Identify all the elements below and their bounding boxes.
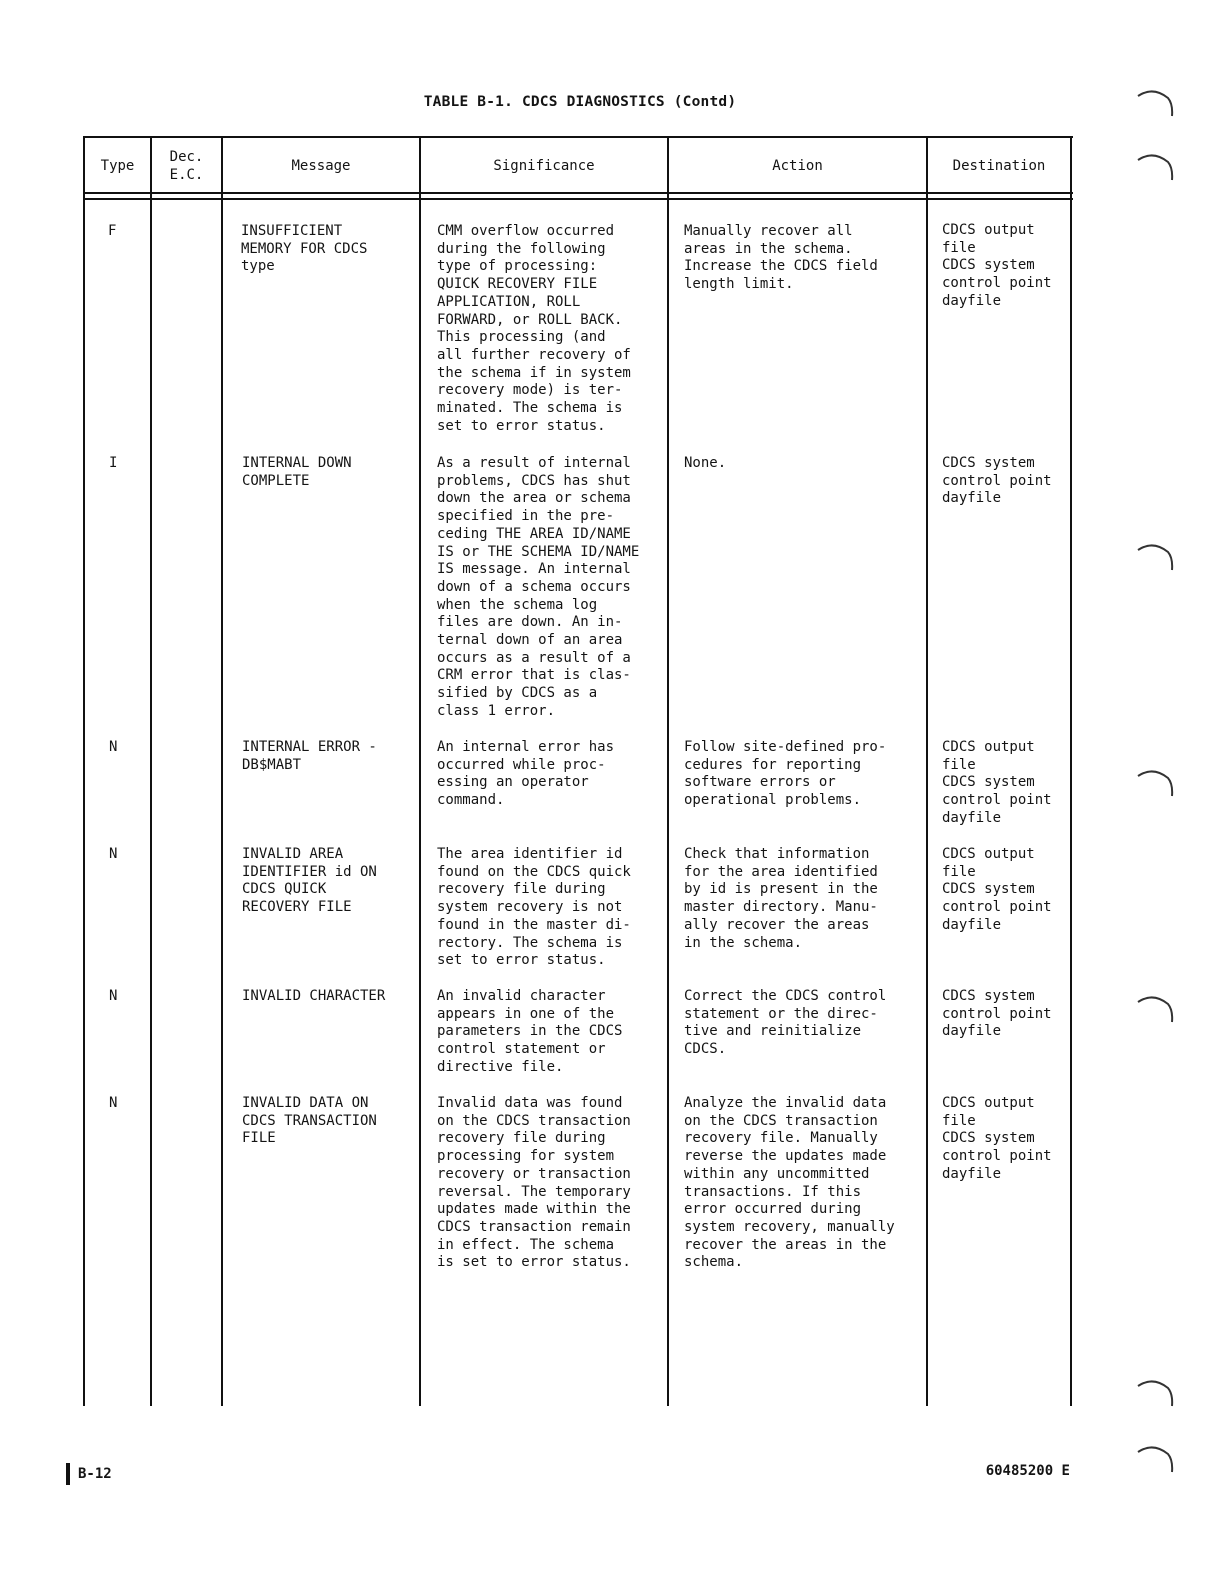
row-6-type: N (109, 1095, 118, 1111)
change-bar (66, 1463, 70, 1485)
row-1-destination: CDCS output file CDCS system control point dayfile (942, 222, 1052, 309)
row-4-significance: The area identifier id found on the CDCS quick recovery file during system recovery is not found in the master di- rectory. The schema is set to error status. (437, 846, 631, 969)
punch-mark-icon (1135, 86, 1175, 120)
row-2-significance: As a result of internal problems, CDCS has shut down the area or schema specified in the pre- ceding THE AREA ID/NAME IS or THE SCHEMA ID/NAME IS message. An internal down of a schema occurs when the schema log files are down. An in- ternal down of an area occurs as a result of a CRM error that is clas- sified by CDCS as a class 1 error. (437, 455, 640, 719)
row-3-message: INTERNAL ERROR - DB$MABT (242, 739, 377, 773)
row-6-message: INVALID DATA ON CDCS TRANSACTION FILE (242, 1095, 377, 1147)
col-border (83, 136, 85, 1406)
punch-mark-icon (1135, 1442, 1175, 1476)
row-3-action: Follow site-defined pro- cedures for reporting software errors or operational problems. (684, 739, 887, 809)
col-border (926, 136, 928, 1406)
row-1-message: INSUFFICIENT MEMORY FOR CDCS type (241, 223, 368, 275)
row-2-message: INTERNAL DOWN COMPLETE (242, 455, 352, 489)
diagnostics-table (83, 136, 1073, 1406)
col-border (150, 136, 152, 1406)
row-6-significance: Invalid data was found on the CDCS transaction recovery file during processing for system recovery or transaction reversal. The temporary updates made within the CDCS transaction remain in effect. The schema is set to error status. (437, 1095, 631, 1271)
punch-mark-icon (1135, 540, 1175, 574)
row-5-message: INVALID CHARACTER (242, 988, 386, 1004)
punch-mark-icon (1135, 150, 1175, 184)
row-4-message: INVALID AREA IDENTIFIER id ON CDCS QUICK RECOVERY FILE (242, 846, 377, 916)
row-5-type: N (109, 988, 118, 1004)
col-border (667, 136, 669, 1406)
row-1-significance: CMM overflow occurred during the following type of processing: QUICK RECOVERY FILE APPLICATION, ROLL FORWARD, or ROLL BACK. This processing (and all further recovery of the schema if in system recovery mode) is ter- minated. The schema is set to error status. (437, 223, 631, 434)
row-1-type: F (108, 223, 117, 239)
row-1-action: Manually recover all areas in the schema. Increase the CDCS field length limit. (684, 223, 878, 293)
punch-mark-icon (1135, 766, 1175, 800)
page-number: B-12 (78, 1466, 112, 1482)
punch-mark-icon (1135, 992, 1175, 1026)
document-number: 60485200 E (985, 1463, 1070, 1479)
header-action: Action (772, 158, 823, 174)
row-5-action: Correct the CDCS control statement or the direc- tive and reinitialize CDCS. (684, 988, 887, 1058)
row-5-destination: CDCS system control point dayfile (942, 988, 1052, 1040)
punch-mark-icon (1135, 1376, 1175, 1410)
row-6-action: Analyze the invalid data on the CDCS transaction recovery file. Manually reverse the updates made within any uncommitted transactions. If this error occurred during system recovery, manually recover the areas in the schema. (684, 1095, 895, 1271)
row-3-type: N (109, 739, 118, 755)
header-message: Message (291, 158, 351, 174)
row-4-type: N (109, 846, 118, 862)
header-destination: Destination (952, 158, 1046, 174)
header-type: Type (100, 158, 135, 174)
row-2-action: None. (684, 455, 727, 471)
page-footer-left (66, 1463, 112, 1485)
table-title: TABLE B-1. CDCS DIAGNOSTICS (Contd) (423, 94, 737, 110)
row-4-destination: CDCS output file CDCS system control point dayfile (942, 846, 1052, 933)
header-rule-2 (83, 198, 1073, 200)
col-border (1070, 136, 1072, 1406)
row-5-significance: An invalid character appears in one of the parameters in the CDCS control statement or directive file. (437, 988, 623, 1075)
col-border (221, 136, 223, 1406)
row-3-destination: CDCS output file CDCS system control point dayfile (942, 739, 1052, 826)
row-3-significance: An internal error has occurred while proc- essing an operator command. (437, 739, 615, 809)
header-significance: Significance (493, 158, 595, 174)
row-2-destination: CDCS system control point dayfile (942, 455, 1052, 507)
row-6-destination: CDCS output file CDCS system control point dayfile (942, 1095, 1052, 1182)
row-4-action: Check that information for the area identified by id is present in the master directory. Manu- ally recover the areas in the schema. (684, 846, 878, 951)
row-2-type: I (109, 455, 118, 471)
header-dec-ec: Dec. E.C. (169, 149, 204, 183)
col-border (419, 136, 421, 1406)
